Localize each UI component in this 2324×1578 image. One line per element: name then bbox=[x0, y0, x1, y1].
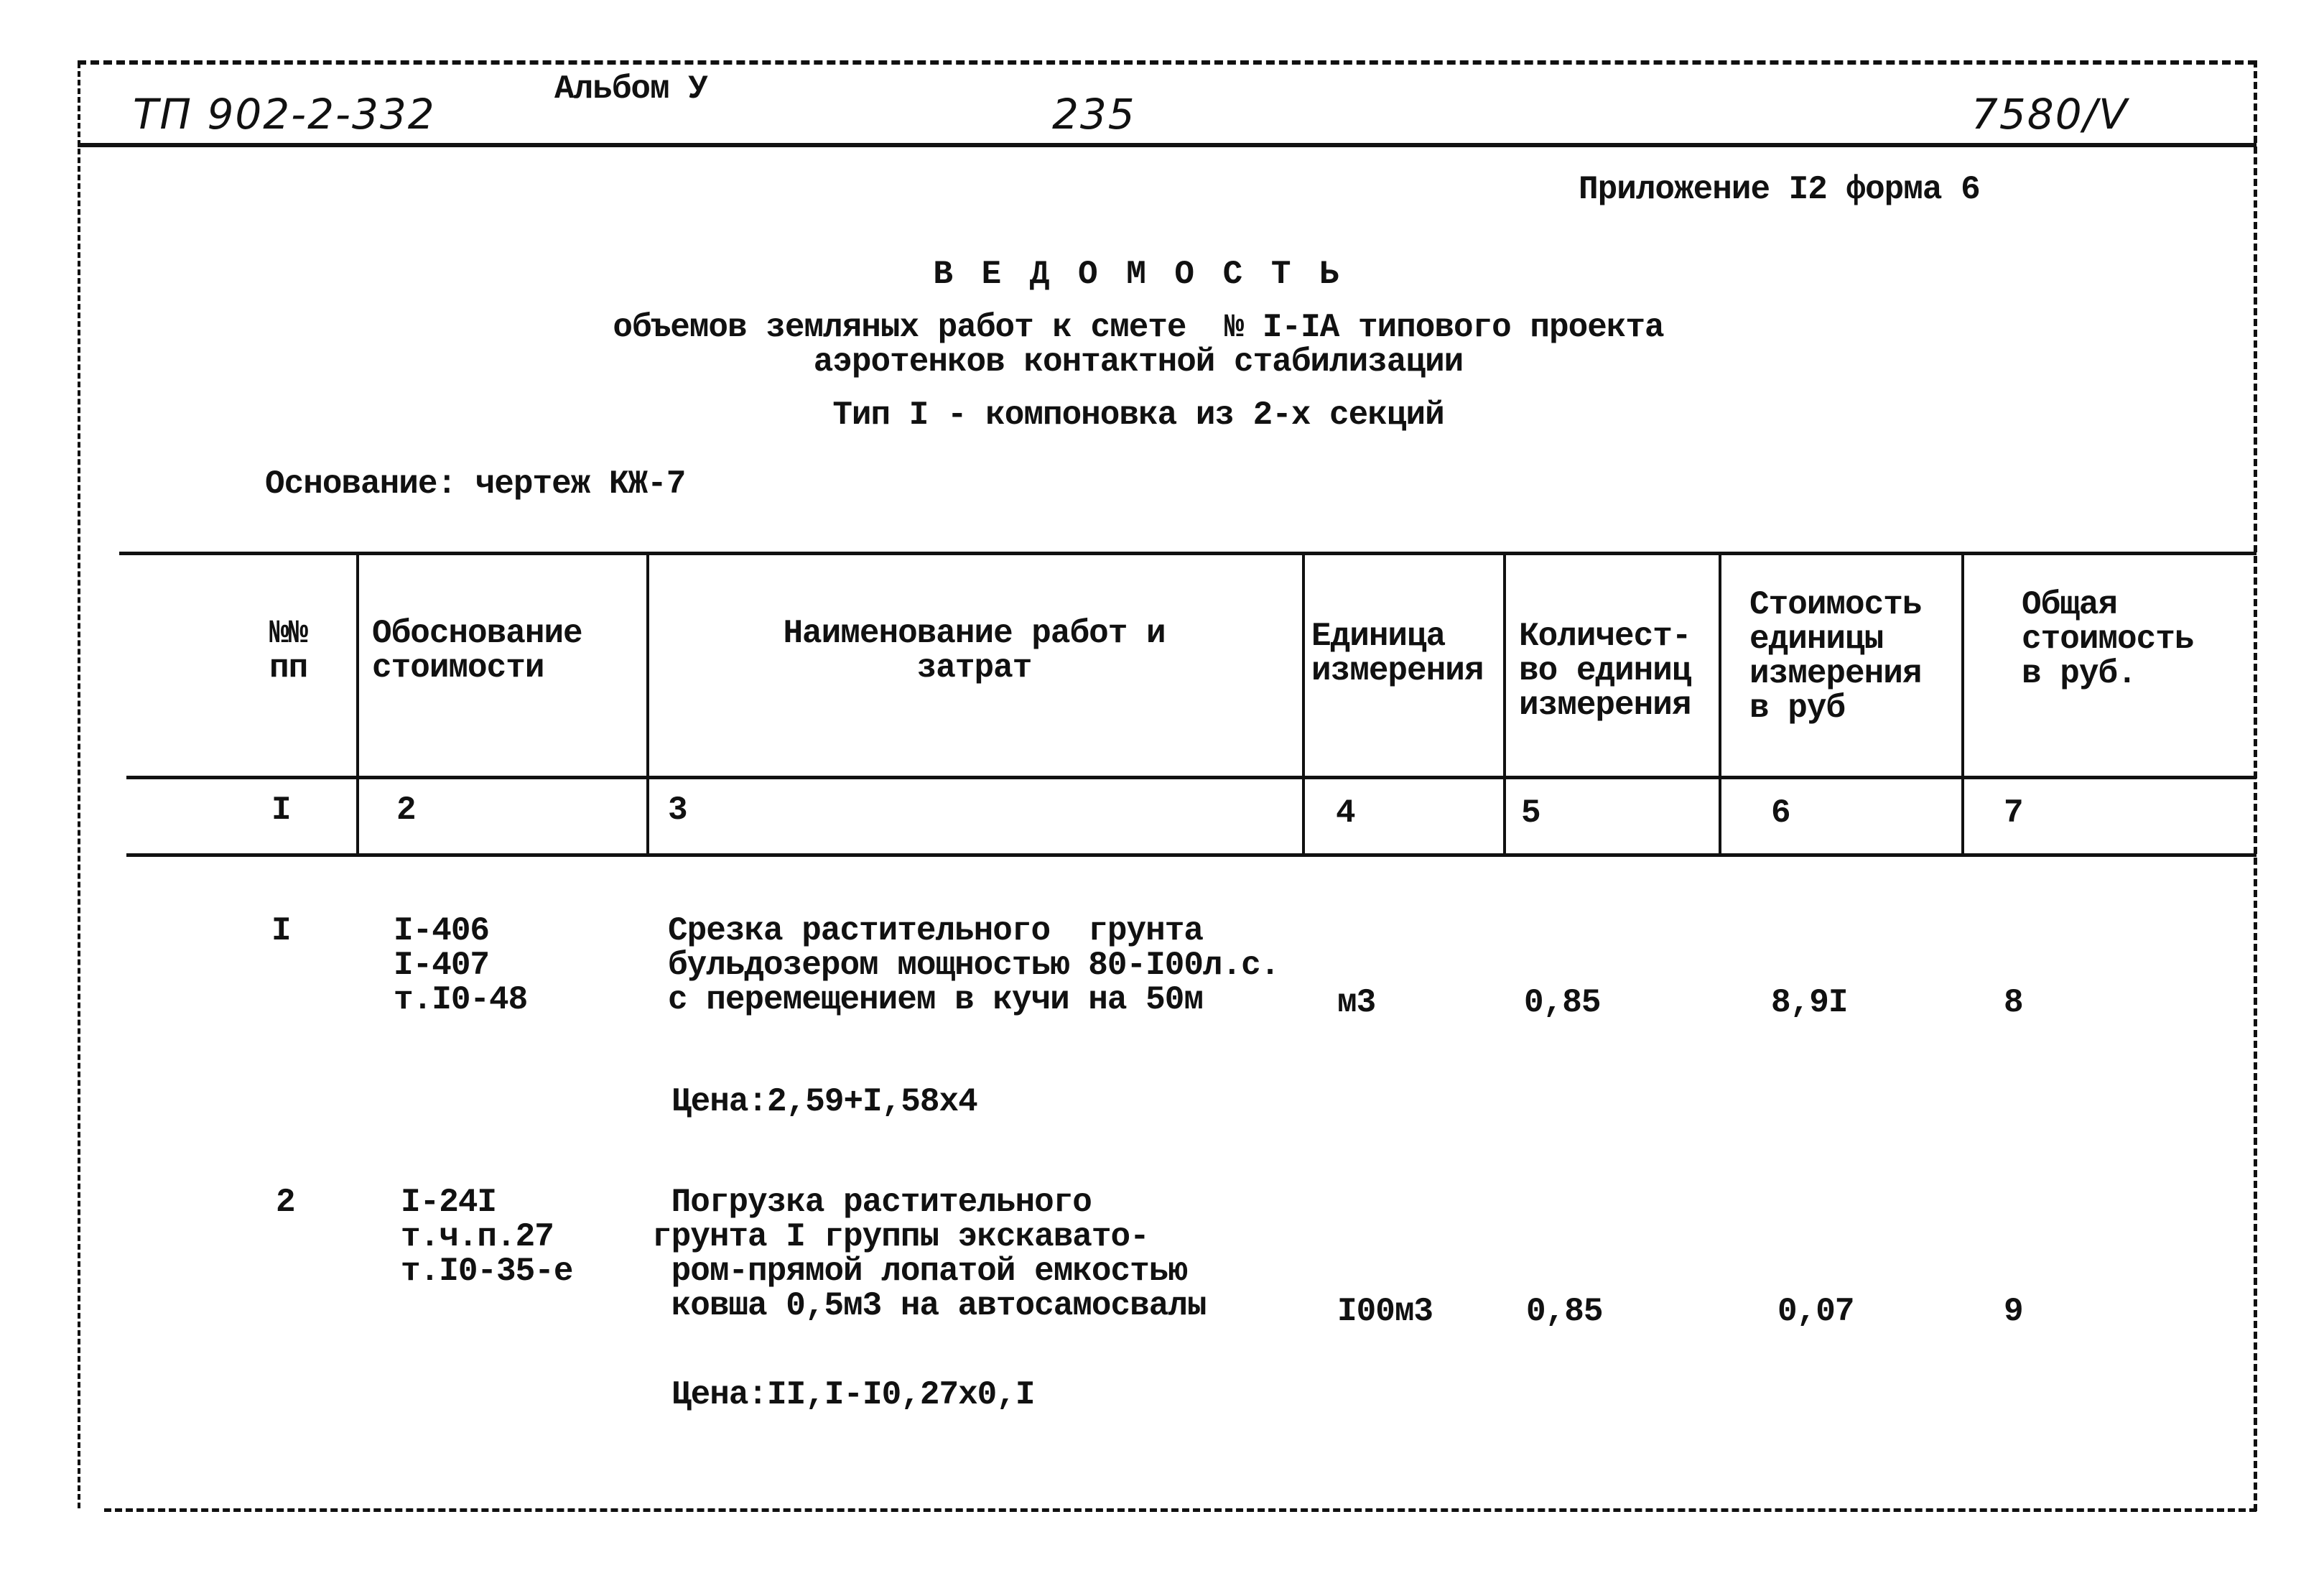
frame-bottom-border bbox=[104, 1508, 2256, 1512]
column-number: 5 bbox=[1521, 794, 1540, 832]
album-label: Альбом У bbox=[554, 70, 707, 108]
row-qty: 0,85 bbox=[1526, 1293, 1603, 1330]
header-unit: Единица измерения bbox=[1311, 618, 1484, 690]
row-unit-cost: 8,9I bbox=[1771, 984, 1848, 1021]
document-subtitle-1: объемов земляных работ к смете № I-IA типового проекта bbox=[613, 309, 1664, 346]
column-number: I bbox=[271, 792, 291, 829]
column-divider bbox=[1961, 553, 1964, 856]
row-unit: I00м3 bbox=[1337, 1293, 1433, 1330]
row-basis: I-24I т.ч.п.27 т.I0-35-е bbox=[401, 1184, 573, 1290]
column-divider bbox=[646, 553, 649, 856]
row-total: 9 bbox=[2004, 1293, 2023, 1330]
table-top-line bbox=[119, 552, 2256, 555]
inventory-number: 7580/V bbox=[1971, 90, 2129, 139]
column-number: 3 bbox=[668, 792, 687, 829]
row-price-formula: Цена:2,59+I,58х4 bbox=[671, 1083, 977, 1120]
header-basis: Обоснование стоимости bbox=[372, 615, 582, 687]
row-total: 8 bbox=[2004, 984, 2023, 1021]
column-divider bbox=[1302, 553, 1305, 856]
row-name: Погрузка растительного грунта I группы экскавато- ром-прямой лопатой емкостью ковша 0,5м3 на автосамосвалы bbox=[652, 1184, 1207, 1324]
column-number: 2 bbox=[396, 792, 416, 829]
column-number: 6 bbox=[1771, 794, 1790, 832]
page-number: 235 bbox=[1052, 90, 1136, 139]
column-number: 7 bbox=[2004, 794, 2023, 832]
project-code: ТП 902-2-332 bbox=[133, 90, 436, 139]
header-num: №№ пп bbox=[269, 615, 308, 687]
column-divider bbox=[1719, 553, 1721, 856]
document-title: В Е Д О М О С Т Ь bbox=[933, 256, 1344, 293]
header-divider bbox=[78, 143, 2256, 147]
frame-top-border bbox=[78, 60, 2256, 65]
table-numbers-line bbox=[126, 853, 2256, 857]
column-number: 4 bbox=[1336, 794, 1355, 832]
row-unit-cost: 0,07 bbox=[1777, 1293, 1854, 1330]
row-unit: м3 bbox=[1337, 984, 1376, 1021]
column-divider bbox=[356, 553, 359, 856]
header-qty: Количест- во единиц измерения bbox=[1519, 618, 1691, 724]
table-header-line bbox=[126, 776, 2256, 779]
header-name: Наименование работ и затрат bbox=[783, 615, 1166, 687]
document-subtitle-2: аэротенков контактной стабилизации bbox=[813, 343, 1464, 381]
row-price-formula: Цена:II,I-I0,27х0,I bbox=[671, 1376, 1035, 1414]
row-name: Срезка растительного грунта бульдозером мощностью 80-I00л.с. с перемещением в кучи на 50м bbox=[668, 912, 1280, 1018]
row-basis: I-406 I-407 т.I0-48 bbox=[394, 912, 528, 1018]
row-num: 2 bbox=[276, 1184, 295, 1221]
appendix-label: Приложение I2 форма 6 bbox=[1579, 171, 1980, 208]
document-subtitle-3: Тип I - компоновка из 2-х секций bbox=[832, 396, 1444, 434]
basis-label: Основание: чертеж КЖ-7 bbox=[265, 465, 686, 503]
header-total: Общая стоимость в руб. bbox=[2022, 586, 2194, 692]
column-divider bbox=[1503, 553, 1506, 856]
header-unit-cost: Стоимость единицы измерения в руб bbox=[1749, 586, 1922, 727]
row-num: I bbox=[271, 912, 291, 950]
row-qty: 0,85 bbox=[1524, 984, 1601, 1021]
